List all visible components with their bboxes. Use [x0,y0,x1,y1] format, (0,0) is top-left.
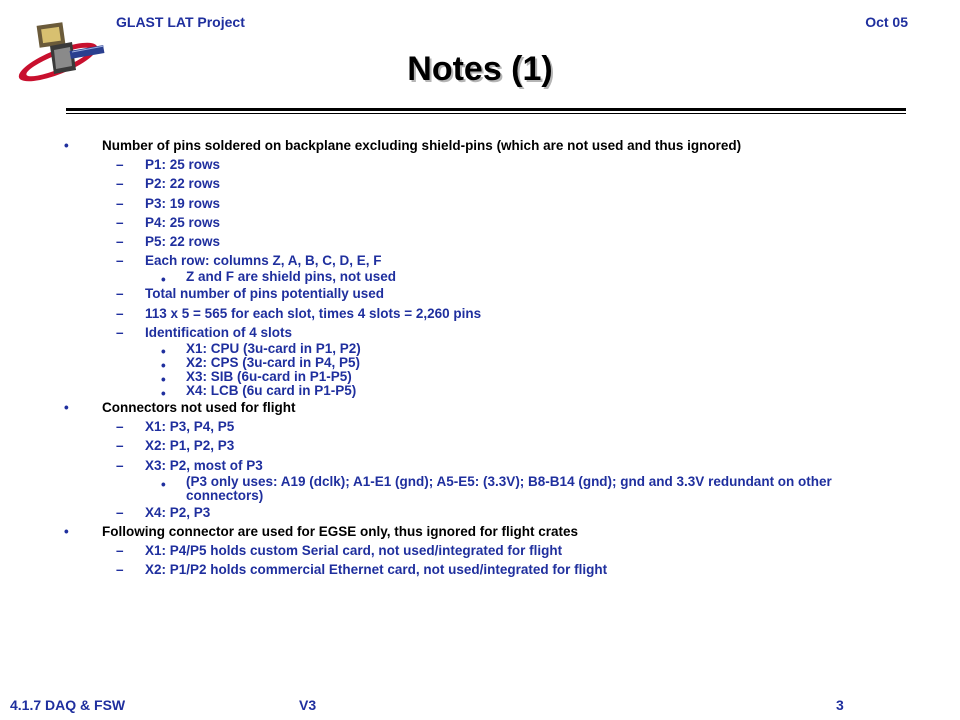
bullet-text: Number of pins soldered on backplane excluding shield-pins (which are not used and thus ignored) [102,138,742,153]
bullet-marker: • [161,344,166,360]
bullet-text: P1: 25 rows [145,157,221,173]
bullet-text: X3: SIB (6u-card in P1-P5) [186,369,352,385]
bullet-line-level-0 [62,136,932,155]
bullet-text: Z and F are shield pins, not used [186,269,397,285]
bullet-line-level-2 [62,383,932,402]
dash-marker: – [116,543,124,559]
bullet-line-level-1 [62,560,932,579]
dash-marker: – [116,195,124,211]
slide-title: Notes (1) [407,50,553,88]
bullet-text: X3: P2, most of P3 [145,457,263,473]
bullet-line-level-1 [62,155,932,174]
bullet-text: P2: 22 rows [145,176,221,192]
dash-marker: – [116,457,124,473]
bullet-text: X4: P2, P3 [145,504,211,520]
bullet-marker: • [64,138,69,153]
bullet-line-level-1 [62,194,932,213]
bullet-line-level-2 [62,341,932,360]
bullet-line-level-1 [62,541,932,560]
bullet-marker: • [161,372,166,388]
header-date: Oct 05 [865,14,908,30]
bullet-text: X2: P1, P2, P3 [145,438,235,454]
dash-marker: – [116,504,124,520]
dash-marker: – [116,176,124,192]
bullet-marker: • [161,476,166,492]
bullet-text: (P3 only uses: A19 (dclk); A1-E1 (gnd); A5-E5: (3.3V); B8-B14 (gnd); gnd and 3.3V redundant on other connectors) [186,473,832,503]
project-name: GLAST LAT Project [116,14,245,30]
dash-marker: – [116,438,124,454]
footer-section: 4.1.7 DAQ & FSW [10,697,126,713]
dash-marker: – [116,419,124,435]
bullet-line-level-1 [62,323,932,342]
dash-marker: – [116,324,124,340]
bullet-marker: • [161,358,166,374]
bullet-line-level-1 [62,456,932,475]
bullet-line-level-1 [62,284,932,303]
bullet-marker: • [161,272,166,288]
bullet-text: 113 x 5 = 565 for each slot, times 4 slots = 2,260 pins [145,305,482,321]
bullet-marker: • [64,400,69,416]
bullet-line-level-0 [62,522,932,541]
bullet-text: Total number of pins potentially used [145,286,385,302]
bullet-text: X1: P4/P5 holds custom Serial card, not used/integrated for flight [145,543,563,559]
dash-marker: – [116,562,124,578]
dash-marker: – [116,234,124,250]
bullet-text: X4: LCB (6u card in P1-P5) [186,383,357,399]
dash-marker: – [116,253,124,269]
bullet-marker: • [64,524,69,540]
title-divider-thin [66,113,906,114]
bullet-text: X2: P1/P2 holds commercial Ethernet card, not used/integrated for flight [145,562,608,578]
bullet-line-level-0 [62,398,932,417]
bullet-text: X1: P3, P4, P5 [145,419,235,435]
bullet-line-level-1 [62,503,932,522]
bullet-line-level-1 [62,251,932,270]
bullet-line-level-2 [62,355,932,374]
bullet-text: Following connector are used for EGSE only, thus ignored for flight crates [102,524,579,540]
bullet-text: P4: 25 rows [145,214,221,230]
dash-marker: – [116,286,124,302]
bullet-text: Identification of 4 slots [145,324,293,340]
bullet-text: P5: 22 rows [145,234,221,250]
bullet-line-level-2 [62,369,932,388]
bullet-line-level-1 [62,436,932,455]
bullet-text: P3: 19 rows [145,195,221,211]
bullet-text: Each row: columns Z, A, B, C, D, E, F [145,253,382,269]
dash-marker: – [116,305,124,321]
bullet-line-level-1 [62,174,932,193]
bullet-text: Connectors not used for flight [102,400,296,416]
bullet-line-level-1 [62,304,932,323]
bullet-text: X1: CPU (3u-card in P1, P2) [186,341,361,357]
footer-page-number: 3 [836,697,844,713]
bullet-line-level-2 [62,475,932,503]
bullet-line-level-1 [62,417,932,436]
bullet-line-level-1 [62,213,932,232]
dash-marker: – [116,157,124,173]
bullet-text: X2: CPS (3u-card in P4, P5) [186,355,361,371]
bullet-line-level-1 [62,232,932,251]
footer-version: V3 [299,697,317,713]
bullet-line-level-2 [62,269,932,288]
dash-marker: – [116,214,124,230]
bullet-marker: • [161,386,166,402]
bullet-list [62,136,932,580]
title-divider [66,108,906,111]
